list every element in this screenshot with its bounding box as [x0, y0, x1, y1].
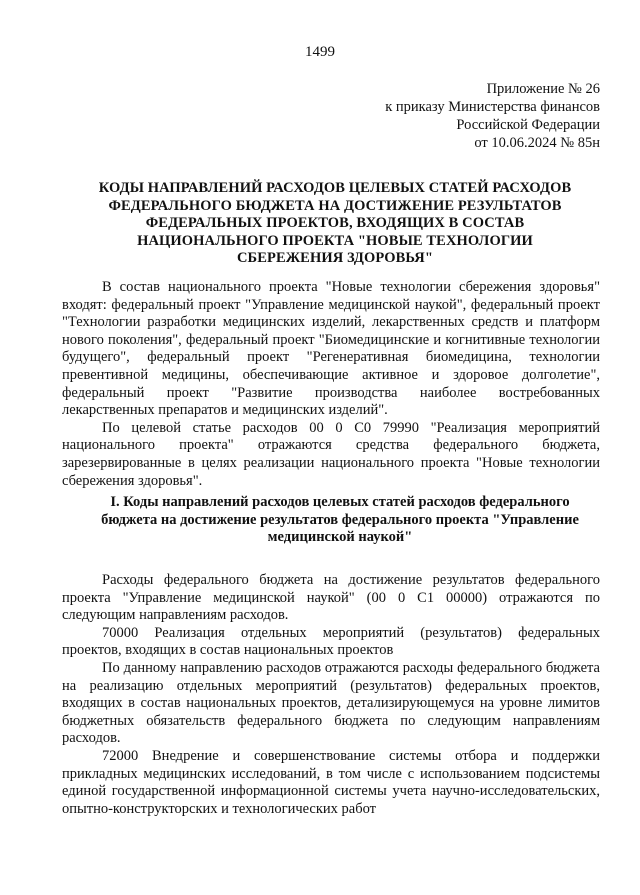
document-title: [70, 180, 600, 268]
appendix-order-ref: к приказу Министерства финансов: [385, 99, 600, 115]
intro-paragraph: По целевой статье расходов 00 0 С0 79990 "Реализация мероприятий национального проекта" отражаются средства федерального бюджета, зарезервированные в целях реализации национального проекта "Новые технологии сбережения здоровья".: [62, 419, 600, 489]
title-line: ФЕДЕРАЛЬНОГО БЮДЖЕТА НА ДОСТИЖЕНИЕ РЕЗУЛЬТАТОВ: [108, 197, 562, 214]
section-text: [62, 572, 600, 818]
appendix-number: Приложение № 26: [486, 81, 600, 97]
section-heading: [80, 494, 600, 547]
title-line: СБЕРЕЖЕНИЯ ЗДОРОВЬЯ": [236, 250, 433, 266]
page-number: 1499: [305, 44, 335, 60]
appendix-country: Российской Федерации: [456, 117, 600, 133]
section-paragraph: По данному направлению расходов отражаются расходы федерального бюджета на реализацию отдельных мероприятий (результатов) федеральных проектов, входящих в состав национальных проектов, детализирующемуся на уровне лимитов бюджетных обязательств федерального бюджета по следующим направлениям расходов.: [62, 659, 600, 747]
appendix-date: от 10.06.2024 № 85н: [474, 135, 600, 151]
title-line: КОДЫ НАПРАВЛЕНИЙ РАСХОДОВ ЦЕЛЕВЫХ СТАТЕЙ РАСХОДОВ: [98, 180, 572, 196]
section-paragraph: 72000 Внедрение и совершенствование системы отбора и поддержки прикладных медицинских исследований, в том числе с использованием подсистемы единой государственной информационной системы учета научно-исследовательских, опытно-конструкторских и технологических работ: [62, 747, 600, 817]
section-heading-line: медицинской наукой": [267, 529, 413, 545]
intro-text: [62, 279, 600, 490]
section-heading-line: I. Коды направлений расходов целевых статей расходов федерального: [110, 494, 570, 510]
section-heading-line: бюджета на достижение результатов федерального проекта "Управление: [101, 511, 579, 528]
title-line: НАЦИОНАЛЬНОГО ПРОЕКТА "НОВЫЕ ТЕХНОЛОГИИ: [137, 232, 533, 249]
intro-paragraph: В состав национального проекта "Новые технологии сбережения здоровья" входят: федеральный проект "Управление медицинской наукой", федеральный проект "Технологии разработки медицинских изделий, лекарственных средств и платформ нового поколения", федеральный проект "Биомедицинские и когнитивные технологии будущего", федеральный проект "Регенеративная биомедицина, технологии превентивной медицины, обеспечивающие активное и здоровое долголетие", федеральный проект "Развитие производства наиболее востребованных лекарственных препаратов и медицинских изделий".: [62, 279, 600, 419]
title-line: ФЕДЕРАЛЬНЫХ ПРОЕКТОВ, ВХОДЯЩИХ В СОСТАВ: [145, 215, 525, 231]
appendix-block: [360, 80, 600, 152]
section-paragraph: Расходы федерального бюджета на достижение результатов федерального проекта "Управление медицинской наукой" (00 0 С1 00000) отражаются по следующим направлениям расходов.: [62, 572, 600, 624]
section-paragraph: 70000 Реализация отдельных мероприятий (результатов) федеральных проектов, входящих в состав национальных проектов: [62, 624, 600, 659]
